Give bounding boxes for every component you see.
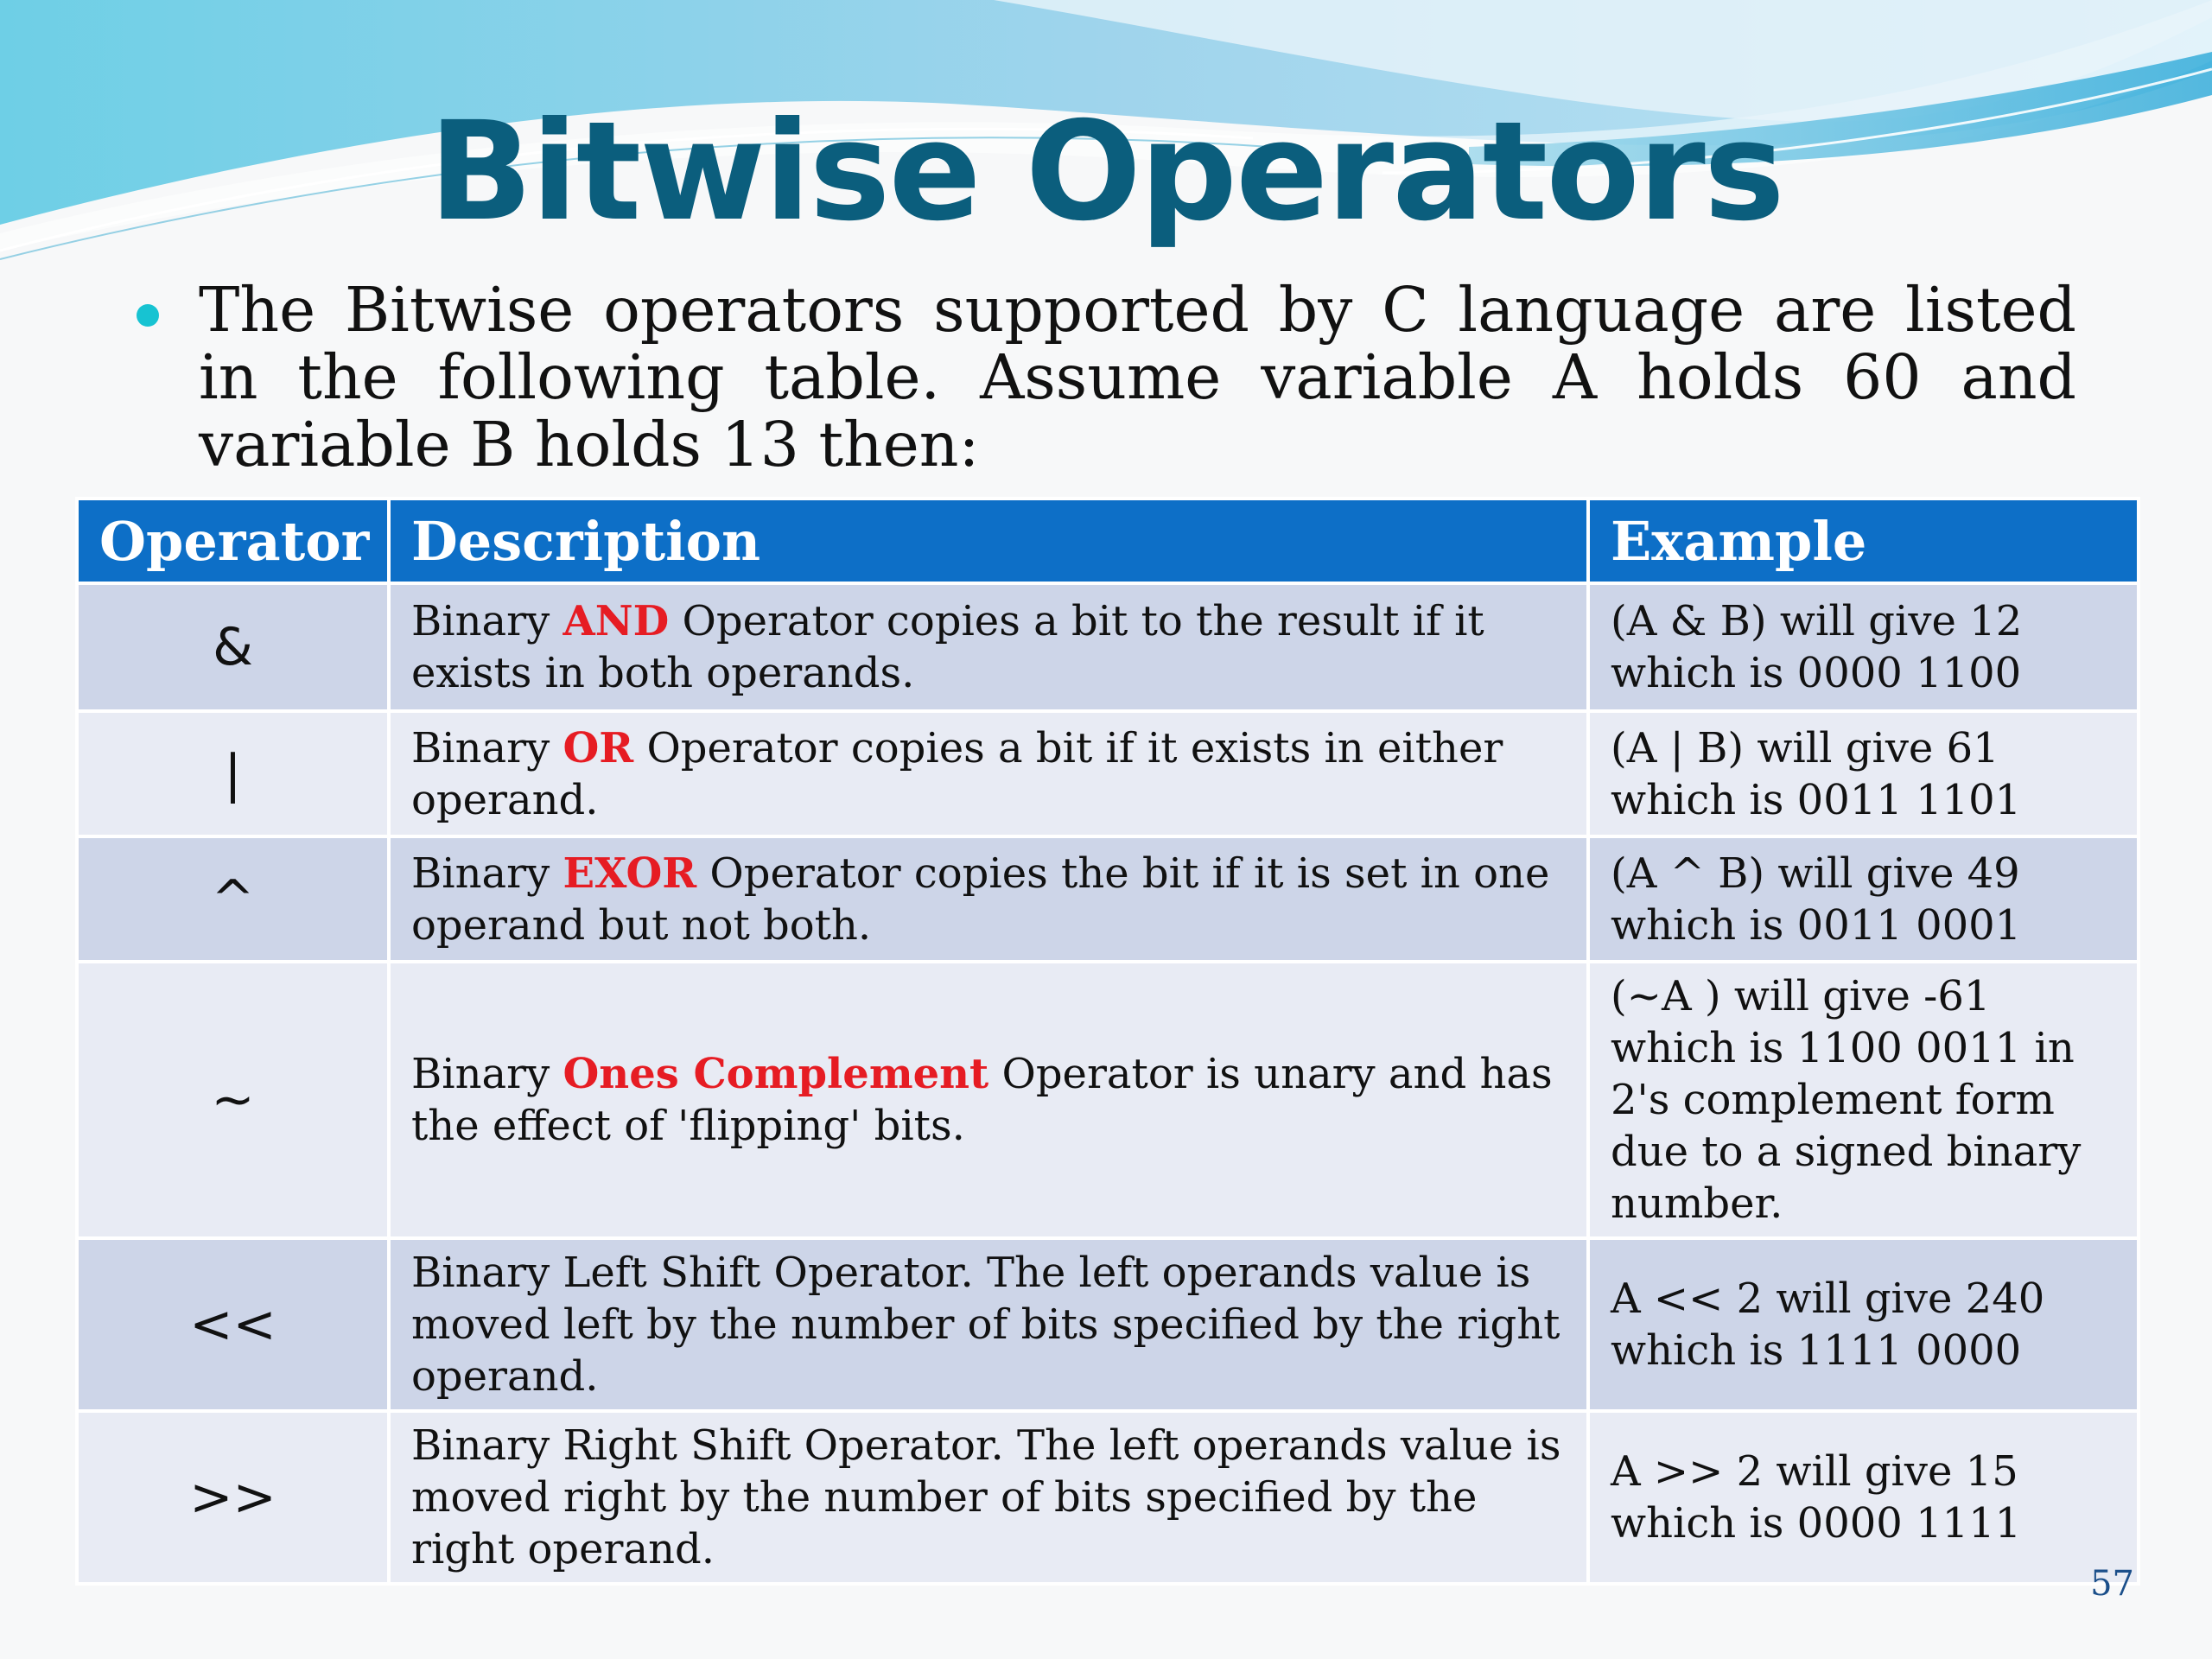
description-text: Binary [411,1050,563,1098]
header-example: Example [1588,499,2139,583]
description-text: Binary Left Shift Operator. The left operands value is moved left by the number of bits specified by the right operand. [411,1249,1560,1401]
example-cell: (A & B) will give 12 which is 0000 1100 [1588,583,2139,711]
description-cell [389,1238,1588,1411]
description-text: Operator copies the bit if it is set in one operand but not both. [411,849,1550,950]
table-header-row [77,499,2139,583]
example-cell: A << 2 will give 240 which is 1111 0000 [1588,1238,2139,1411]
description-text: Binary Right Shift Operator. The left operands value is moved right by the number of bits specified by the right operand. [411,1421,1561,1573]
example-cell: (A ^ B) will give 49 which is 0011 0001 [1588,836,2139,962]
slide-title: Bitwise Operators [429,92,1783,251]
description-cell [389,1411,1588,1584]
intro-bullet [137,276,2076,479]
table-row [77,1411,2139,1584]
intro-text: The Bitwise operators supported by C language are listed in the following table. Assume variable A holds 60 and variable B holds 13 then: [199,274,2076,480]
operator-cell: ~ [77,962,389,1238]
operator-cell: << [77,1238,389,1411]
header-description: Description [389,499,1588,583]
operator-keyword: Ones Complement [563,1050,989,1098]
example-cell: (~A ) will give -61 which is 1100 0011 in 2's complement form due to a signed binary number. [1588,962,2139,1238]
operator-keyword: EXOR [563,849,697,898]
description-cell [389,583,1588,711]
table-row [77,583,2139,711]
table-row [77,836,2139,962]
operator-cell: ^ [77,836,389,962]
operators-table [75,497,2140,1586]
page-number: 57 [2090,1564,2134,1604]
description-cell [389,711,1588,836]
example-cell: (A | B) will give 61 which is 0011 1101 [1588,711,2139,836]
operator-cell: | [77,711,389,836]
description-text: Binary [411,723,563,772]
description-text: Operator copies a bit if it exists in either operand. [411,723,1503,824]
table-row [77,711,2139,836]
operator-keyword: OR [563,723,634,772]
operator-cell: >> [77,1411,389,1584]
example-cell: A >> 2 will give 15 which is 0000 1111 [1588,1411,2139,1584]
table-row [77,962,2139,1238]
description-text: Binary [411,849,563,898]
operator-cell: & [77,583,389,711]
operator-keyword: AND [563,597,670,645]
bullet-icon [137,304,159,327]
description-text: Operator is unary and has the effect of 'flipping' bits. [411,1050,1553,1150]
description-cell [389,962,1588,1238]
table-row [77,1238,2139,1411]
description-cell [389,836,1588,962]
description-text: Binary [411,597,563,645]
description-text: Operator copies a bit to the result if it exists in both operands. [411,597,1484,697]
header-operator: Operator [77,499,389,583]
